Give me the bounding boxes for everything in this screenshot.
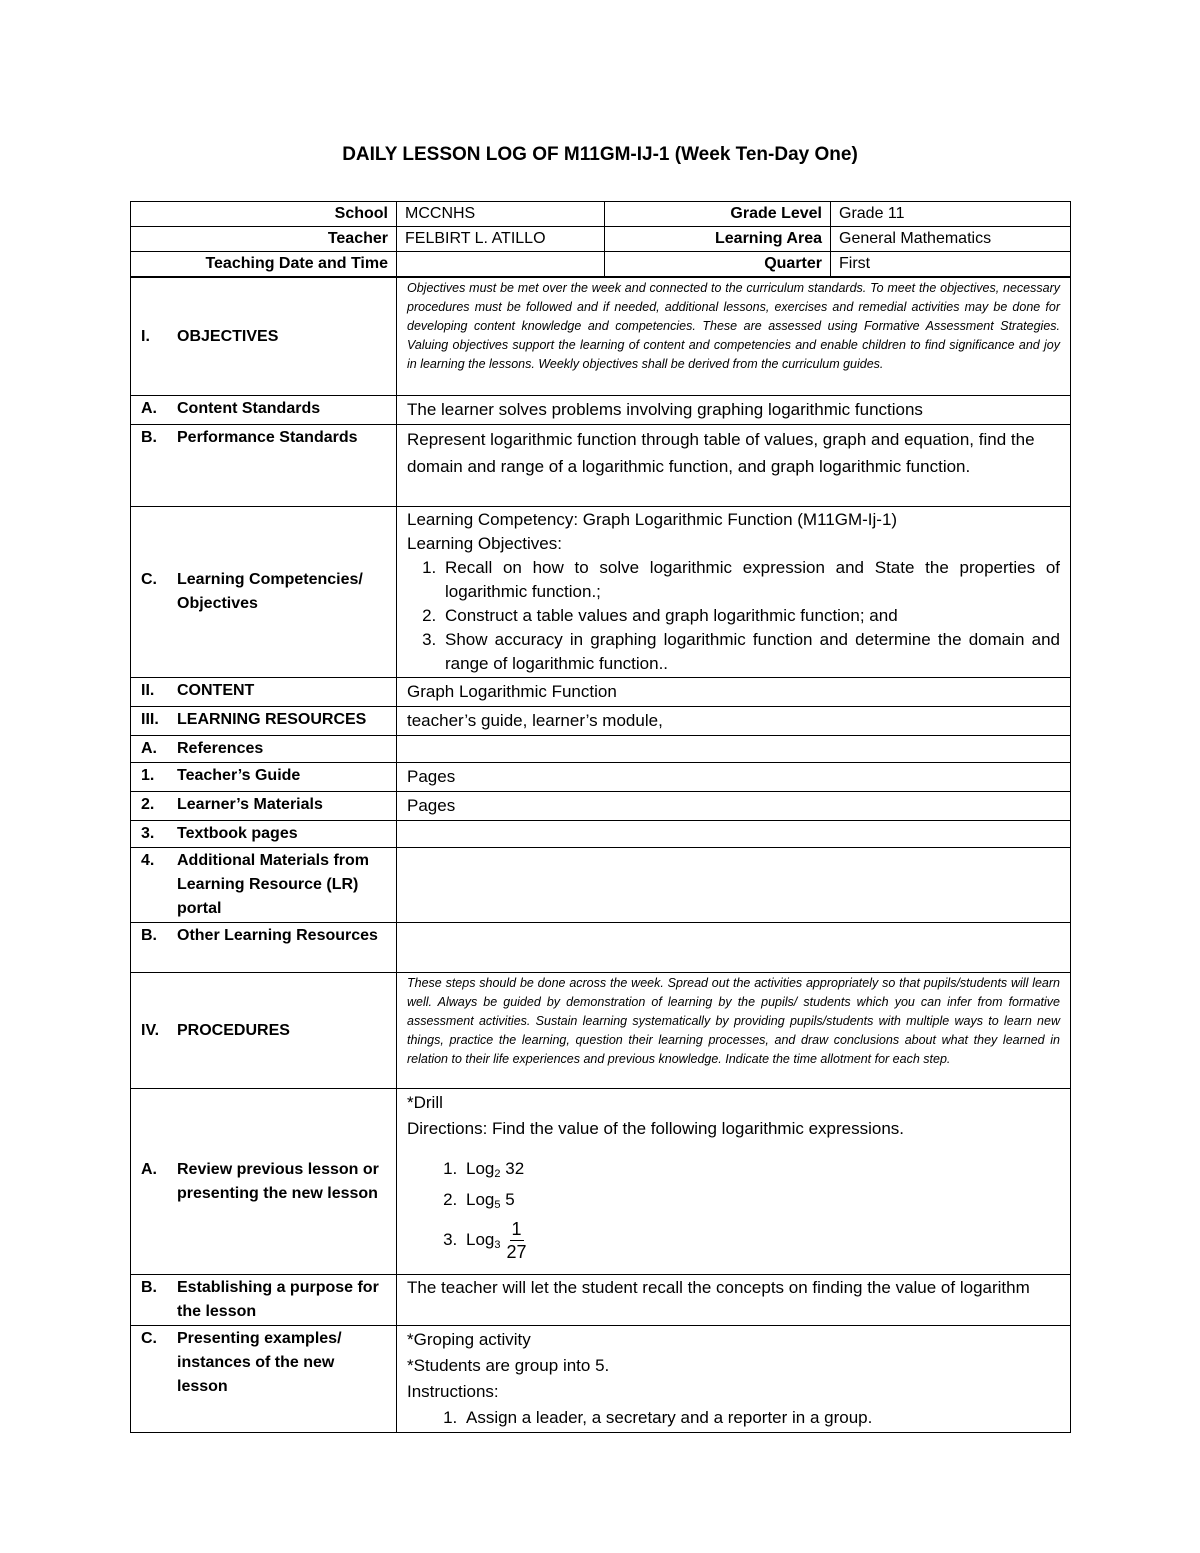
- drill-label: *Drill: [407, 1093, 443, 1112]
- teachers-guide-row: [131, 763, 1071, 792]
- section-label: References: [177, 740, 264, 757]
- grade-level-label: Grade Level: [605, 202, 831, 227]
- fraction-numerator: 1: [511, 1219, 522, 1239]
- presenting-line: *Students are group into 5.: [407, 1356, 610, 1375]
- header-row: [131, 202, 1071, 227]
- section-number: B.: [141, 1279, 157, 1296]
- quarter-label: Quarter: [605, 252, 831, 277]
- content-value: Graph Logarithmic Function: [407, 682, 617, 701]
- school-label: School: [131, 202, 397, 227]
- learners-materials-row: [131, 792, 1071, 821]
- section-number: III.: [141, 711, 159, 728]
- purpose-value: The teacher will let the student recall the concepts on finding the value of logarithm: [407, 1278, 1030, 1297]
- purpose-row: [131, 1275, 1071, 1326]
- teaching-date-label: Teaching Date and Time: [131, 252, 397, 277]
- section-label: LEARNING RESOURCES: [177, 711, 367, 728]
- section-number: II.: [141, 682, 155, 699]
- section-label: Learning Competencies/ Objectives: [177, 571, 363, 612]
- school-value: MCCNHS: [397, 202, 605, 227]
- list-item: 1. Assign a leader, a secretary and a reporter in a group.: [462, 1405, 1060, 1431]
- section-label: CONTENT: [177, 682, 255, 699]
- section-number: I.: [141, 327, 150, 345]
- section-label: Performance Standards: [177, 429, 358, 446]
- teachers-guide-value: Pages: [407, 767, 456, 786]
- header-row: [131, 227, 1071, 252]
- section-label: Content Standards: [177, 400, 321, 417]
- section-label: Review previous lesson or presenting the new lesson: [177, 1160, 379, 1202]
- learning-resources-value: teacher’s guide, learner’s module,: [407, 711, 663, 730]
- instructions-label: Instructions:: [407, 1382, 499, 1401]
- drill-directions: Directions: Find the value of the following logarithmic expressions.: [407, 1119, 905, 1138]
- presenting-row: [131, 1326, 1071, 1433]
- section-label: Teacher’s Guide: [177, 767, 301, 784]
- section-number: IV.: [141, 1021, 160, 1039]
- procedures-row: [131, 973, 1071, 1089]
- review-row: [131, 1089, 1071, 1275]
- section-number: 1.: [141, 767, 155, 784]
- log-text: Log: [466, 1229, 495, 1249]
- section-number: B.: [141, 429, 157, 446]
- list-item: [462, 1218, 1060, 1263]
- learning-area-label: Learning Area: [605, 227, 831, 252]
- log-text: Log: [466, 1159, 495, 1178]
- textbook-row: [131, 821, 1071, 848]
- quarter-value: First: [831, 252, 1071, 277]
- lesson-table: [130, 277, 1071, 1433]
- objectives-text: Objectives must be met over the week and connected to the curriculum standards. To meet the objectives, necessary procedures must be followed and if needed, additional lessons, exercises and remedial activities may be done for developing content knowledge and competencies. These are assessed using Formative Assessment Strategies. Valuing objectives support the learning of content and competencies and enable children to find significance and joy in learning the lessons. Weekly objectives shall be derived from the curriculum guides.: [407, 281, 1060, 371]
- list-item: [462, 1187, 1060, 1218]
- grade-level-value: Grade 11: [831, 202, 1071, 227]
- objectives-row: [131, 278, 1071, 396]
- log-text: Log: [466, 1190, 495, 1209]
- log-base: 5: [494, 1199, 501, 1211]
- additional-materials-row: [131, 848, 1071, 923]
- list-item: 2. Construct a table values and graph logarithmic function; and: [441, 604, 1060, 628]
- section-number: 3.: [141, 825, 155, 842]
- content-standards-value: The learner solves problems involving graphing logarithmic functions: [407, 400, 923, 419]
- section-number: A.: [141, 400, 157, 417]
- log-base: 3: [494, 1238, 501, 1251]
- content-standards-row: [131, 396, 1071, 425]
- fraction-denominator: 27: [506, 1242, 527, 1262]
- section-number: 2.: [141, 796, 155, 813]
- other-resources-row: [131, 923, 1071, 973]
- header-row: [131, 252, 1071, 277]
- list-item: 3. Show accuracy in graphing logarithmic function and determine the domain and range of logarithmic function..: [441, 628, 1060, 676]
- teacher-label: Teacher: [131, 227, 397, 252]
- objectives-label: Learning Objectives:: [407, 534, 562, 553]
- learners-materials-value: Pages: [407, 796, 456, 815]
- section-number: C.: [141, 571, 157, 588]
- section-label: OBJECTIVES: [177, 327, 279, 345]
- section-number: B.: [141, 927, 157, 944]
- log-argument: 5: [505, 1190, 515, 1209]
- competencies-row: [131, 507, 1071, 678]
- procedures-text: These steps should be done across the week. Spread out the activities appropriately so that pupils/students will learn well. Always be guided by demonstration of learning by the pupils/ students which you can infer from formative assessment activities. Sustain learning systematically by providing pupils/students with multiple ways to learn new things, practice the learning, question their learning processes, and draw conclusions about what they learned in relation to their life experiences and previous knowledge. Indicate the time allotment for each step.: [407, 976, 1060, 1066]
- section-label: Learner’s Materials: [177, 796, 323, 813]
- list-item: [462, 1156, 1060, 1187]
- learning-resources-row: [131, 707, 1071, 736]
- section-number: A.: [141, 740, 157, 757]
- teaching-date-value: [397, 252, 605, 277]
- content-row: [131, 678, 1071, 707]
- references-row: [131, 736, 1071, 763]
- section-number: C.: [141, 1330, 157, 1347]
- log-argument: 32: [505, 1159, 525, 1178]
- performance-standards-value: Represent logarithmic function through table of values, graph and equation, find the domain and range of a logarithmic function, and graph logarithmic function.: [407, 430, 1035, 476]
- section-number: 4.: [141, 852, 155, 869]
- section-label: PROCEDURES: [177, 1021, 290, 1039]
- section-label: Textbook pages: [177, 825, 298, 842]
- section-label: Additional Materials from Learning Resource (LR) portal: [177, 852, 370, 917]
- header-table: [130, 201, 1071, 277]
- log-base: 2: [494, 1168, 501, 1180]
- teacher-value: FELBIRT L. ATILLO: [397, 227, 605, 252]
- section-number: A.: [141, 1160, 157, 1178]
- competency-line: Learning Competency: Graph Logarithmic Function (M11GM-Ij-1): [407, 510, 898, 529]
- section-label: Presenting examples/ instances of the new lesson: [177, 1330, 342, 1395]
- section-label: Other Learning Resources: [177, 927, 378, 944]
- performance-standards-row: [131, 425, 1071, 507]
- learning-area-value: General Mathematics: [831, 227, 1071, 252]
- fraction: [505, 1218, 529, 1263]
- presenting-line: *Groping activity: [407, 1330, 531, 1349]
- page-title: DAILY LESSON LOG OF M11GM-IJ-1 (Week Ten-Day One): [342, 144, 858, 165]
- section-label: Establishing a purpose for the lesson: [177, 1279, 379, 1320]
- list-item: 1. Recall on how to solve logarithmic expression and State the properties of logarithmic function.;: [441, 556, 1060, 604]
